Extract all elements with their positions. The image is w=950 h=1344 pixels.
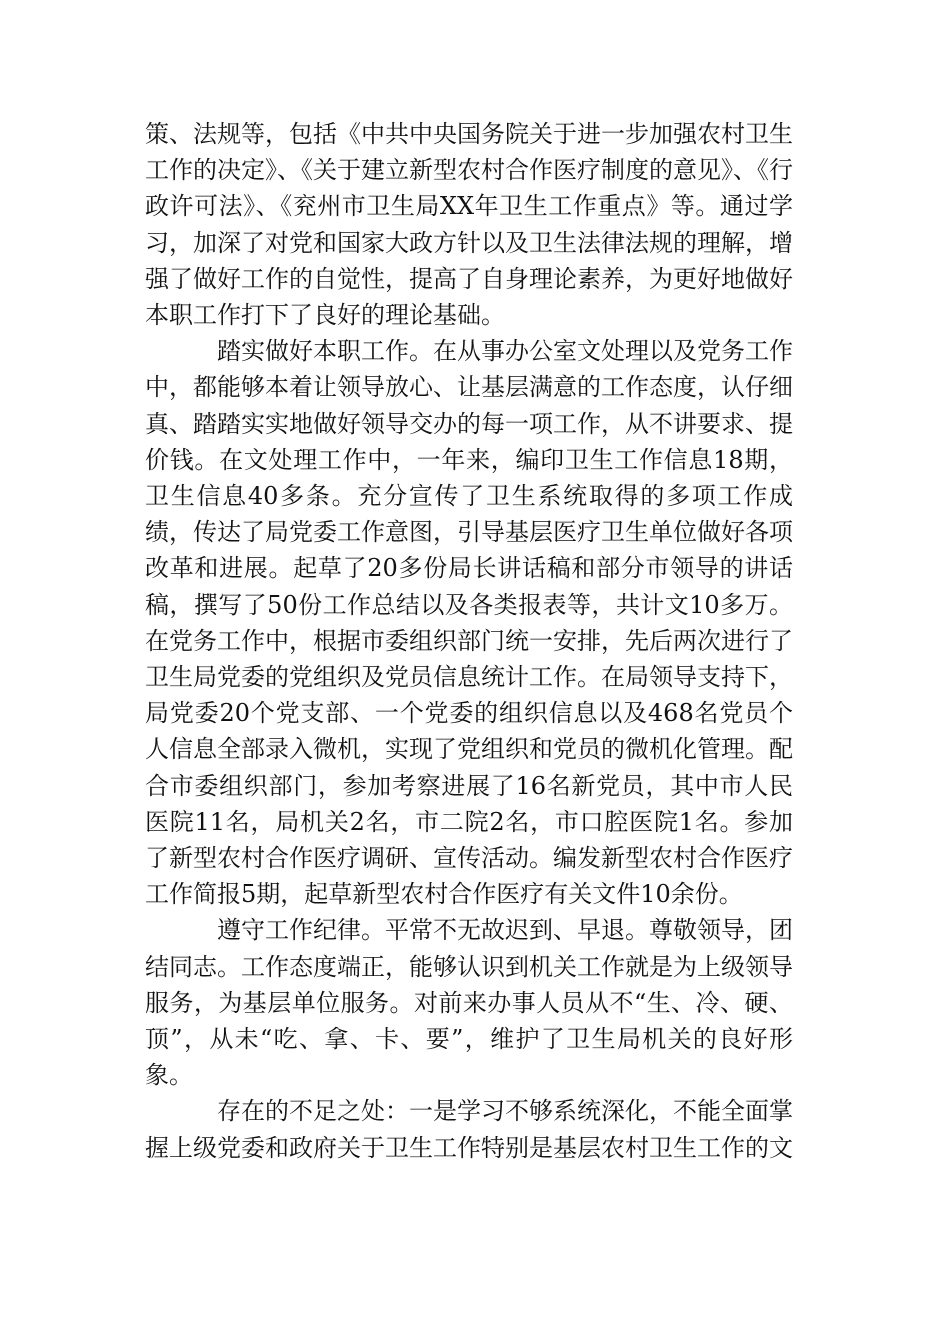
paragraph-2: 踏实做好本职工作。在从事办公室文处理以及党务工作中，都能够本着让领导放心、让基层满意的工作态度，认仔细真、踏踏实实地做好领导交办的每一项工作，从不讲要求、提价钱。在文处理工作中，一年来，编印卫生工作信息18期，卫生信息40多条。充分宣传了卫生系统取得的多项工作成绩，传达了局党委工作意图，引导基层医疗卫生单位做好各项改革和进展。起草了20多份局长讲话稿和部分市领导的讲话稿，撰写了50份工作总结以及各类报表等，共计文10多万。在党务工作中，根据市委组织部门统一安排，先后两次进行了卫生局党委的党组织及党员信息统计工作。在局领导支持下，局党委20个党支部、一个党委的组织信息以及468名党员个人信息全部录入微机，实现了党组织和党员的微机化管理。配合市委组织部门，参加考察进展了16名新党员，其中市人民医院11名，局机关2名，市二院2名，市口腔医院1名。参加了新型农村合作医疗调研、宣传活动。编发新型农村合作医疗工作简报5期，起草新型农村合作医疗有关文件10余份。 [145,337,793,909]
paragraph-4: 存在的不足之处：一是学习不够系统深化，不能全面掌握上级党委和政府关于卫生工作特别是基层农村卫生工作的文 [145,1097,793,1162]
paragraph-3: 遵守工作纪律。平常不无故迟到、早退。尊敬领导，团结同志。工作态度端正，能够认识到机关工作就是为上级领导服务，为基层单位服务。对前来办事人员从不“生、冷、硬、顶”，从未“吃、拿、卡、要”，维护了卫生局机关的良好形象。 [145,916,793,1090]
document-body [145,116,793,1166]
paragraph-1: 策、法规等，包括《中共中央国务院关于进一步加强农村卫生工作的决定》、《关于建立新型农村合作医疗制度的意见》、《行政许可法》、《兖州市卫生局XX年卫生工作重点》等。通过学习，加深了对党和国家大政方针以及卫生法律法规的理解，增强了做好工作的自觉性，提高了自身理论素养，为更好地做好本职工作打下了良好的理论基础。 [145,120,793,330]
